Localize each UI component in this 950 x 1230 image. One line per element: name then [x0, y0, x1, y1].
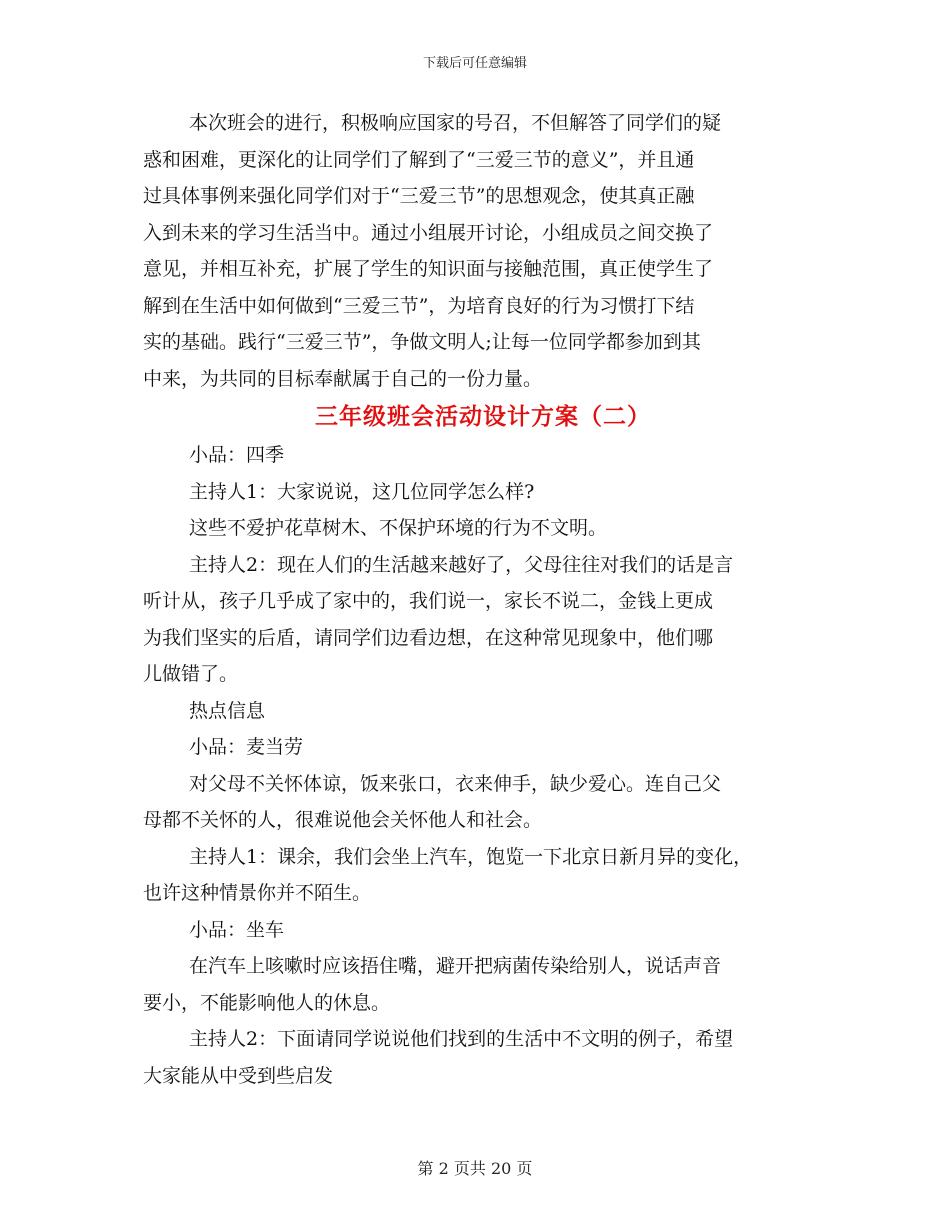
text-line: 实的基础。践行“三爱三节”，争做文明人;让每一位同学都参加到其	[143, 331, 701, 353]
text-line: 中来，为共同的目标奉献属于自己的一份力量。	[143, 367, 543, 390]
text-line: 要小，不能影响他人的休息。	[143, 991, 391, 1014]
page-footer: 第 2 页共 20 页	[417, 1159, 533, 1178]
paragraph-host1-question	[143, 474, 823, 511]
text-line: 母都不关怀的人，很难说他会关怀他人和社会。	[143, 809, 543, 831]
paragraph-host2-life	[143, 547, 823, 693]
paragraph-parents	[143, 766, 823, 839]
text-line: 本次班会的进行，积极响应国家的号召，不但解答了同学们的疑	[189, 112, 722, 134]
document-body	[143, 105, 823, 1094]
text-line: 小品：坐车	[189, 918, 285, 941]
text-line: 也许这种情景你并不陌生。	[143, 882, 372, 904]
text-line: 热点信息	[189, 699, 266, 722]
paragraph-skit-mcdonalds	[143, 729, 823, 766]
text-line: 入到未来的学习生活当中。通过小组展开讨论，小组成员之间交换了	[143, 221, 714, 244]
section-title: 三年级班会活动设计方案（二）	[315, 403, 651, 430]
paragraph-skit-bus	[143, 912, 823, 949]
text-line: 解到在生活中如何做到“三爱三节”，为培育良好的行为习惯打下结	[143, 294, 695, 317]
paragraph-intro	[143, 105, 823, 397]
text-line: 主持人2：现在人们的生活越来越好了，父母往往对我们的话是言	[189, 553, 734, 576]
text-line: 在汽车上咳嗽时应该捂住嘴，避开把病菌传染给别人，说话声音	[189, 955, 722, 977]
paragraph-hot-info	[143, 693, 823, 730]
text-line: 主持人1：课余，我们会坐上汽车，饱览一下北京日新月异的变化，	[189, 845, 753, 868]
text-line: 小品：麦当劳	[189, 736, 304, 758]
paragraph-skit-seasons	[143, 437, 823, 474]
text-line: 主持人1：大家说说，这几位同学怎么样?	[189, 480, 535, 503]
text-line: 听计从，孩子几乎成了家中的，我们说一，家长不说二，金钱上更成	[143, 590, 714, 612]
text-line: 惑和困难，更深化的让同学们了解到了“三爱三节的意义”，并且通	[143, 148, 695, 171]
text-line: 儿做错了。	[143, 663, 239, 685]
text-line: 对父母不关怀体谅，饭来张口，衣来伸手，缺少爱心。连自己父	[189, 772, 722, 795]
paragraph-environment	[143, 510, 823, 547]
text-line: 过具体事例来强化同学们对于“三爱三节”的思想观念，使其真正融	[143, 185, 695, 207]
paragraph-cough	[143, 948, 823, 1021]
paragraph-host2-examples	[143, 1021, 823, 1094]
text-line: 主持人2：下面请同学说说他们找到的生活中不文明的例子，希望	[189, 1028, 734, 1050]
text-line: 小品：四季	[189, 444, 285, 466]
paragraph-host1-bus	[143, 839, 823, 912]
page-header: 下载后可任意编辑	[422, 56, 527, 71]
text-line: 为我们坚实的后盾，请同学们边看边想，在这种常见现象中，他们哪	[143, 626, 714, 649]
text-line: 意见，并相互补充，扩展了学生的知识面与接触范围，真正使学生了	[143, 258, 714, 280]
text-line: 这些不爱护花草树木、不保护环境的行为不文明。	[189, 517, 608, 539]
text-line: 大家能从中受到些启发	[143, 1064, 334, 1087]
